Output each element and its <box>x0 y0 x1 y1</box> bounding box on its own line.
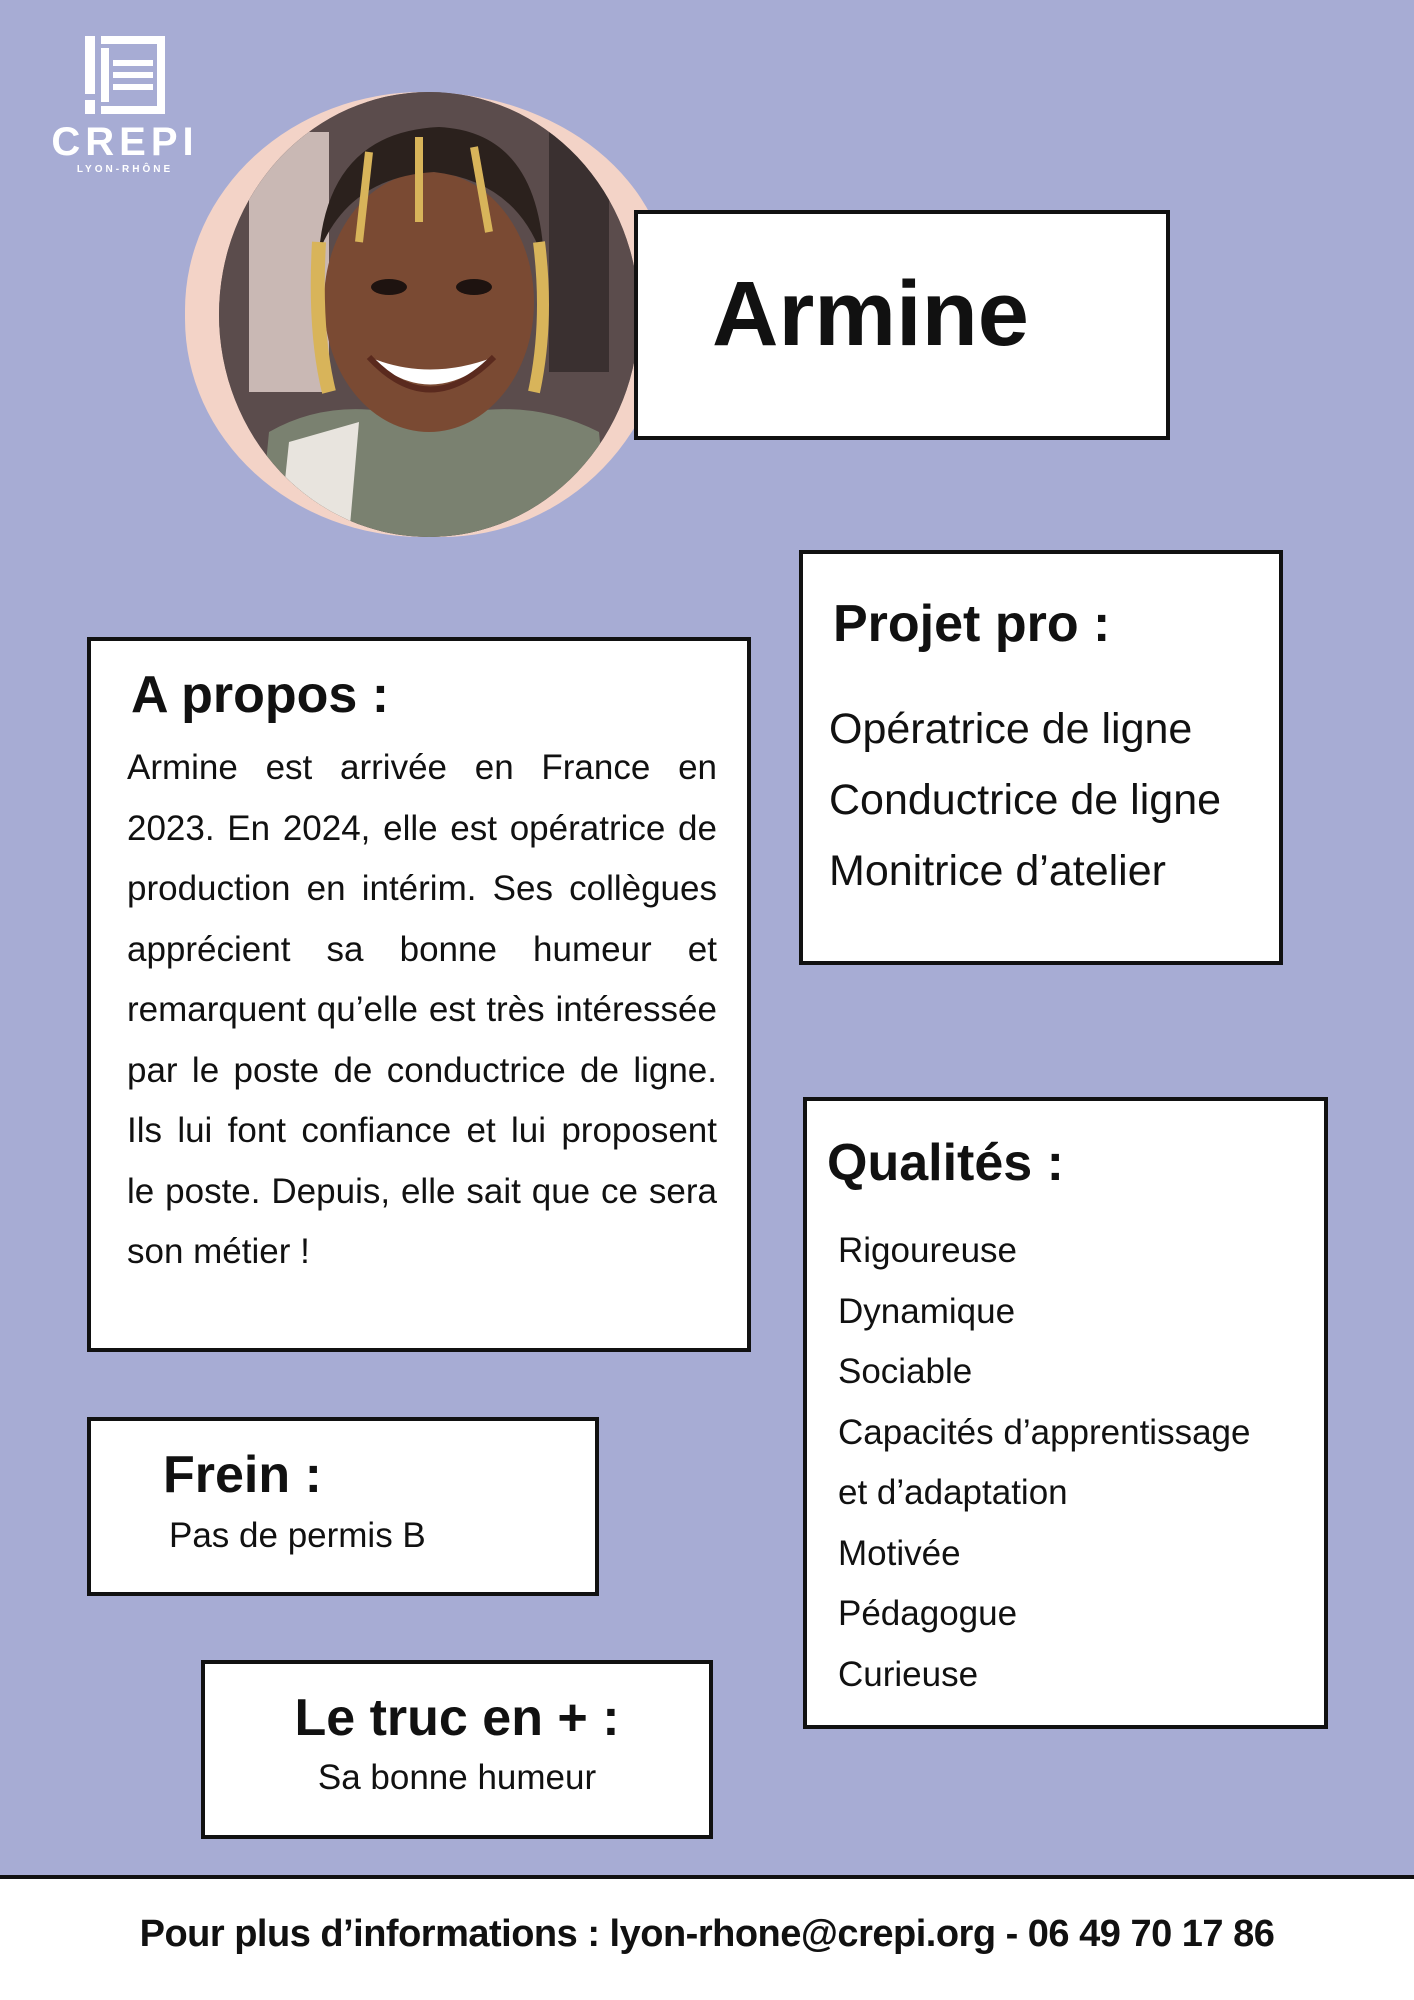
profile-name: Armine <box>712 263 1029 365</box>
quality-item: et d’adaptation <box>838 1473 1068 1512</box>
project-title: Projet pro : <box>833 595 1111 653</box>
qualities-list <box>838 1221 1250 1705</box>
project-item: Conductrice de ligne <box>829 776 1222 824</box>
name-card <box>634 210 1170 440</box>
quality-item: Sociable <box>838 1352 973 1391</box>
project-item: Monitrice d’atelier <box>829 847 1166 895</box>
obstacle-section <box>87 1417 599 1596</box>
about-text: Armine est arrivée en France en 2023. En 2024, elle est opératrice de production en intérim. Ses collègues apprécient sa bonne humeur et remarquent qu’elle est très intéressée par le poste de conductrice de ligne. Ils lui font confiance et lui proposent le poste. Depuis, elle sait que ce sera son métier ! <box>127 748 717 1271</box>
profile-photo <box>185 92 670 537</box>
project-list <box>829 694 1221 907</box>
footer-contact: Pour plus d’informations : lyon-rhone@crepi.org - 06 49 70 17 86 <box>0 1879 1414 2000</box>
logo-name: CREPI <box>51 120 199 164</box>
project-item: Opératrice de ligne <box>829 705 1193 753</box>
crepi-logo <box>50 34 200 184</box>
plus-section <box>201 1660 713 1839</box>
obstacle-title: Frein : <box>163 1446 322 1504</box>
quality-item: Dynamique <box>838 1291 1016 1331</box>
plus-value: Sa bonne humeur <box>317 1758 597 1797</box>
quality-item: Pédagogue <box>838 1594 1018 1633</box>
qualities-section <box>803 1097 1328 1729</box>
project-section <box>799 550 1283 965</box>
quality-item: Curieuse <box>838 1654 979 1694</box>
portrait-image <box>219 92 639 537</box>
quality-item: Capacités d’apprentissage <box>838 1412 1251 1452</box>
crepi-logo-icon <box>83 34 167 118</box>
plus-title: Le truc en + : <box>294 1689 620 1747</box>
quality-item: Rigoureuse <box>838 1231 1017 1270</box>
obstacle-value: Pas de permis B <box>169 1516 426 1555</box>
qualities-title: Qualités : <box>827 1134 1064 1192</box>
about-section <box>87 637 751 1352</box>
logo-subtitle: LYON-RHÔNE <box>76 164 174 175</box>
about-title: A propos : <box>131 666 390 724</box>
quality-item: Motivée <box>838 1533 961 1573</box>
